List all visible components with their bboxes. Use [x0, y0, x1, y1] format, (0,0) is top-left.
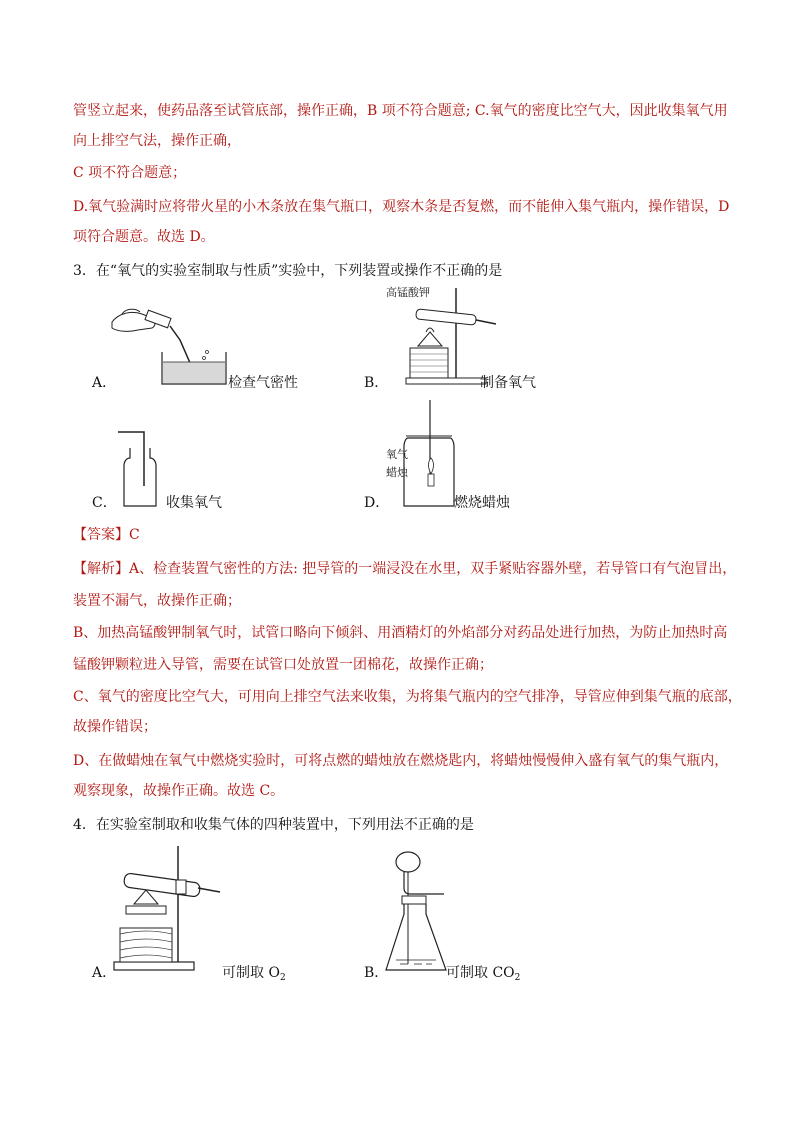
option-caption: 制备氧气: [480, 375, 536, 391]
analysis-line: C、氧气的密度比空气大，可用向上排空气法来收集，为将集气瓶内的空气排净，导管应伸到集气瓶的底部，: [73, 689, 742, 705]
figure-flask-apparatus: [384, 848, 464, 976]
analysis-line: 故操作错误；: [73, 719, 157, 735]
option-letter: B．: [364, 375, 389, 391]
question-4-stem: 4．在实验室制取和收集气体的四种装置中，下列用法不正确的是: [73, 817, 474, 833]
figure-label: 蜡烛: [386, 466, 408, 479]
answer-label: 【答案】C: [73, 527, 140, 543]
figure-airtightness-check: [108, 300, 228, 388]
analysis-line: B、加热高锰酸钾制氧气时，试管口略向下倾斜、用酒精灯的外焰部分对药品处进行加热，为防止加热时高: [73, 625, 728, 641]
option-caption: 可制取 $O_2$: [222, 965, 286, 983]
text-line: D.氧气验满时应将带火星的小木条放在集气瓶口，观察木条是否复燃，而不能伸入集气瓶内，操作错误，D: [73, 199, 730, 215]
option-letter: C．: [92, 495, 117, 511]
option-caption: 燃烧蜡烛: [454, 495, 510, 511]
option-letter: A．: [92, 375, 117, 391]
option-letter: D．: [364, 495, 390, 511]
question-3-stem: 3．在“氧气的实验室制取与性质”实验中，下列装置或操作不正确的是: [73, 263, 503, 279]
text-line: 向上排空气法，操作正确，: [73, 133, 241, 149]
text-line: 项符合题意。故选 D。: [73, 229, 215, 245]
analysis-line: D、在做蜡烛在氧气中燃烧实验时，可将点燃的蜡烛放在燃烧匙内，将蜡烛慢慢伸入盛有氧气的集气瓶内，: [73, 753, 729, 769]
analysis-line: 装置不漏气，故操作正确；: [73, 593, 241, 609]
analysis-line: 观察现象，故操作正确。故选 C。: [73, 783, 285, 799]
figure-label: 高锰酸钾: [386, 286, 430, 299]
figure-collect-oxygen: [114, 428, 164, 510]
analysis-line: 【解析】A、检查装置气密性的方法: 把导管的一端浸没在水里，双手紧贴容器外壁，若导管口有气泡冒出，: [73, 561, 737, 577]
option-letter: B．: [364, 965, 389, 981]
option-caption: 收集氧气: [166, 495, 222, 511]
figure-burning-candle: [384, 398, 464, 510]
figure-label: 氧气: [386, 448, 408, 461]
figure-prepare-oxygen: [380, 284, 500, 386]
figure-heating-apparatus: [110, 842, 222, 974]
option-caption: 检查气密性: [228, 375, 298, 391]
option-caption: 可制取 $CO_2$: [446, 965, 521, 983]
text-line: C 项不符合题意；: [73, 165, 187, 181]
analysis-line: 锰酸钾颗粒进入导管，需要在试管口处放置一团棉花，故操作正确；: [73, 657, 493, 673]
text-line: 管竖立起来，使药品落至试管底部，操作正确，B 项不符合题意; C.氧气的密度比空气大，因此收集氧气用: [73, 103, 728, 119]
option-letter: A．: [92, 965, 117, 981]
